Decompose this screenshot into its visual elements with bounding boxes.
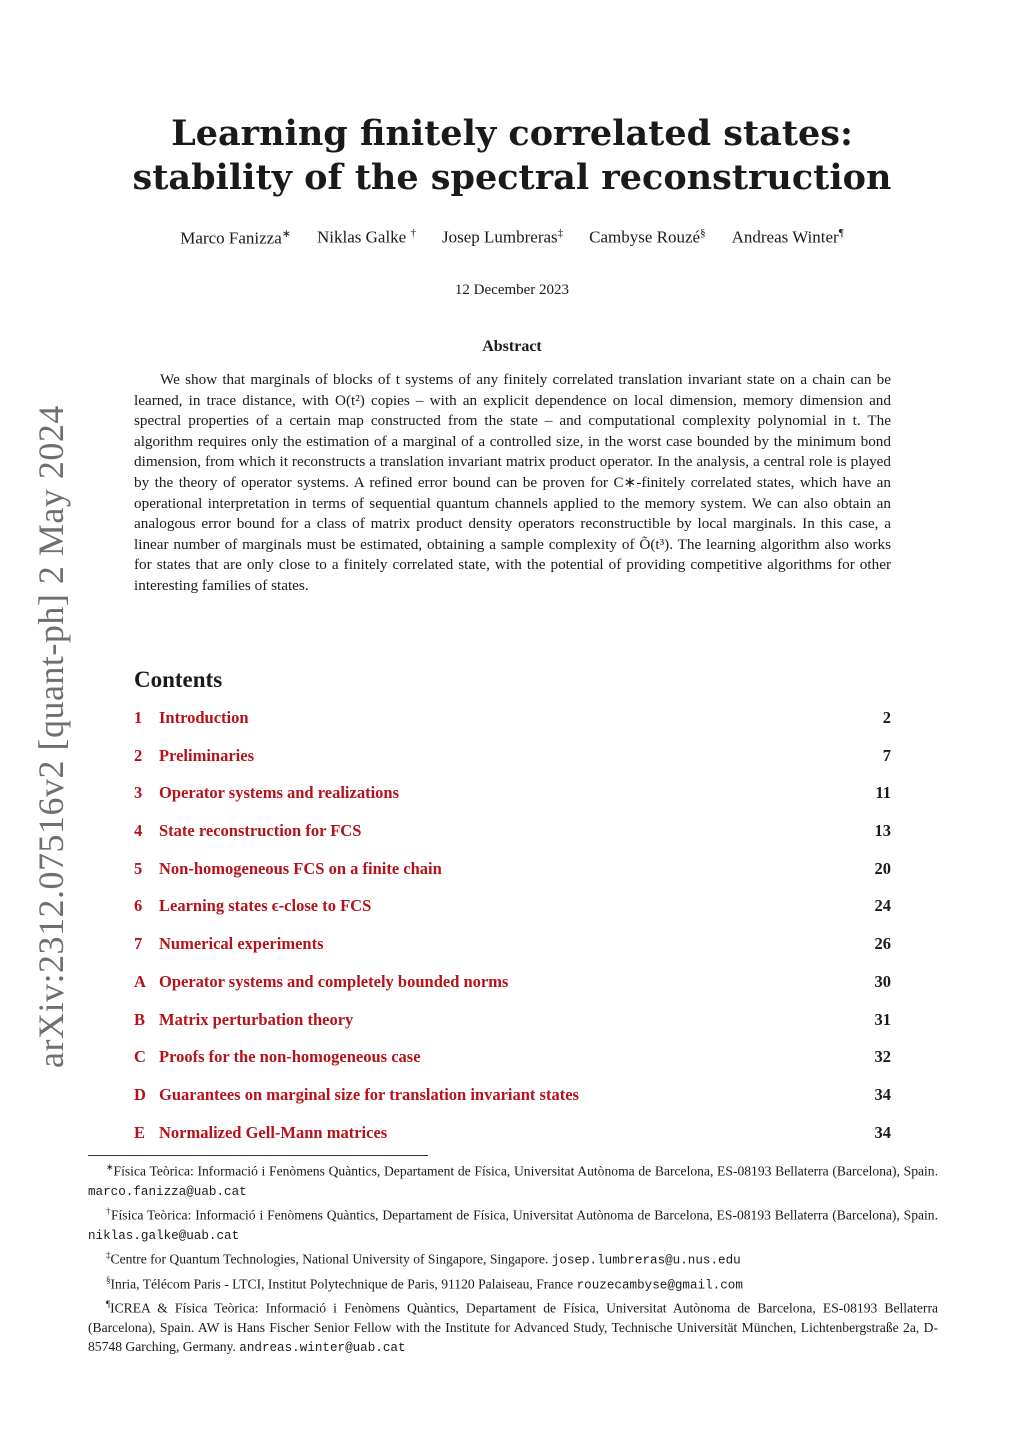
contents-heading: Contents bbox=[134, 667, 223, 692]
toc-entry[interactable]: 4 State reconstruction for FCS 13 bbox=[134, 821, 891, 841]
email-link[interactable]: josep.lumbreras@u.nus.edu bbox=[551, 1253, 741, 1268]
author: Josep Lumbreras‡ bbox=[441, 227, 564, 247]
author: Marco Fanizza∗ bbox=[180, 228, 291, 248]
toc-entry[interactable]: B Matrix perturbation theory 31 bbox=[134, 1009, 891, 1029]
footnotes bbox=[88, 1158, 938, 1358]
abstract-text: We show that marginals of blocks of t systems of any finitely correlated translation invariant state on a chain can be learned, in trace distance, with O(t²) copies – with an explicit dependence on local dimension, memory dimension and spectral properties of a certain map constructed from the state – and computational complexity polynomial in t. The algorithm requires only the estimation of a marginal of a controlled size, in the worst case bounded by the minimum bond dimension, from which it reconstructs a translation invariant matrix product operator. In the analysis, a central role is played by the theory of operator systems. A refined error bound can be proven for C∗-finitely correlated states, which have an operational interpretation in terms of sequential quantum channels applied to the memory system. We can also obtain an analogous error bound for a class of matrix product density operators reconstructible by local marginals. In this case, a linear number of marginals must be estimated, obtaining a sample complexity of Õ(t³). The learning algorithm also works for states that are only close to a finitely correlated state, with the potential of providing competitive algorithms for other interesting families of states. bbox=[134, 371, 891, 594]
toc-entry[interactable]: A Operator systems and completely bounded norms 30 bbox=[134, 971, 891, 991]
author: Andreas Winter¶ bbox=[731, 227, 844, 247]
publication-date: 12 December 2023 bbox=[454, 282, 570, 298]
footnote-divider bbox=[88, 1155, 428, 1156]
email-link[interactable]: rouzecambyse@gmail.com bbox=[576, 1278, 743, 1293]
footnote: ∗Física Teòrica: Informació i Fenòmens Quàntics, Departament de Física, Universitat Autònoma de Barcelona, ES-08193 Bellaterra (Barcelona), Spain. marco.fanizza@uab.cat bbox=[88, 1162, 938, 1199]
footnote: ‡Centre for Quantum Technologies, National University of Singapore, Singapore. josep.lumbreras@u.nus.edu bbox=[106, 1249, 741, 1268]
author-list bbox=[0, 227, 1024, 249]
footnote: ¶ICREA & Física Teòrica: Informació i Fenòmens Quàntics, Departament de Física, Universitat Autònoma de Barcelona, ES-08193 Bellaterra (Barcelona), Spain. AW is Hans Fischer Senior Fellow with the Institute for Advanced Study, Technische Universität München, Lichtenbergstraße 2a, D-85748 Garching, Germany. andreas.winter@uab.cat bbox=[88, 1299, 938, 1356]
email-link[interactable]: niklas.galke@uab.cat bbox=[88, 1228, 240, 1243]
table-of-contents bbox=[134, 708, 891, 1160]
toc-entry[interactable]: 5 Non-homogeneous FCS on a finite chain 20 bbox=[134, 858, 891, 878]
arxiv-identifier: arXiv:2312.07516v2 [quant-ph] 2 May 2024 bbox=[31, 405, 71, 1068]
email-link[interactable]: andreas.winter@uab.cat bbox=[239, 1341, 406, 1356]
toc-entry[interactable]: C Proofs for the non-homogeneous case 32 bbox=[134, 1047, 891, 1067]
footnote: †Física Teòrica: Informació i Fenòmens Quàntics, Departament de Física, Universitat Autònoma de Barcelona, ES-08193 Bellaterra (Barcelona), Spain. niklas.galke@uab.cat bbox=[88, 1205, 938, 1243]
title-line-2: stability of the spectral reconstruction bbox=[132, 157, 892, 198]
abstract-heading: Abstract bbox=[482, 338, 542, 355]
email-link[interactable]: marco.fanizza@uab.cat bbox=[88, 1184, 247, 1199]
toc-entry[interactable]: E Normalized Gell-Mann matrices 34 bbox=[134, 1122, 891, 1142]
toc-entry[interactable]: D Guarantees on marginal size for translation invariant states 34 bbox=[134, 1084, 891, 1104]
toc-entry[interactable]: 2 Preliminaries 7 bbox=[134, 745, 891, 765]
title-line-1: Learning finitely correlated states: bbox=[171, 113, 853, 154]
toc-entry[interactable]: 7 Numerical experiments 26 bbox=[134, 934, 891, 954]
toc-entry[interactable]: 6 Learning states ϵ-close to FCS 24 bbox=[134, 896, 891, 916]
author: Niklas Galke † bbox=[317, 227, 416, 247]
author: Cambyse Rouzé§ bbox=[589, 227, 706, 247]
toc-entry[interactable]: 3 Operator systems and realizations 11 bbox=[134, 783, 891, 803]
footnote: §Inria, Télécom Paris - LTCI, Institut Polytechnique de Paris, 91120 Palaiseau, France rouzecambyse@gmail.com bbox=[106, 1274, 743, 1293]
paper-title bbox=[0, 112, 1024, 200]
toc-entry[interactable]: 1 Introduction 2 bbox=[134, 708, 891, 727]
